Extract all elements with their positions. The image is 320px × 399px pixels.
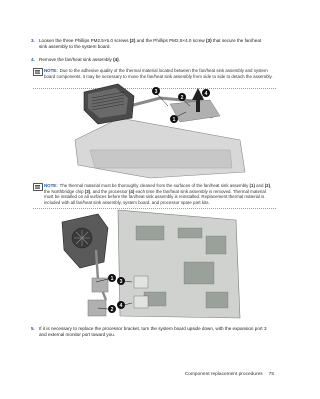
page-number: 75 <box>268 372 274 377</box>
note-label: NOTE: <box>44 183 58 188</box>
svg-text:3: 3 <box>119 278 123 285</box>
svg-text:1: 1 <box>110 275 114 282</box>
callout-ref: (4) <box>113 57 119 62</box>
svg-text:2: 2 <box>110 306 114 313</box>
step-number: 3. <box>31 38 35 43</box>
step-text: . <box>118 57 120 62</box>
step-text: If it is necessary to replace the processor bracket, turn the system board upside down, with the expansion port 3 and external monitor port toward you. <box>39 326 267 337</box>
note-label: NOTE: <box>44 68 58 73</box>
callout-ref: (2) <box>264 183 271 188</box>
svg-text:4: 4 <box>119 302 123 309</box>
footer-section-title: Component replacement procedures <box>184 372 263 377</box>
svg-text:3: 3 <box>154 88 158 95</box>
note-text: each time the fan/heat sink assembly is removed. Thermal material must be installed on all surfaces before the fan/heat sink assembly is reinstalled. Replacement thermal material is included with all fan/heat sink assembly, system board, and processor spare part kits. <box>44 188 266 205</box>
processor-chip <box>134 296 148 308</box>
step-text: Loosen the three Phillips PM2.5×5.0 screws <box>39 38 130 43</box>
callout-ref: (3) <box>84 188 91 194</box>
step-number: 4. <box>31 57 35 62</box>
note-text: , and the processor <box>90 188 129 194</box>
note-text: Due to the adhesive quality of the thermal material located between the fan/heat sink assembly and system board components, it may be necessary to move the fan/heat sink assembly from side to side to detach the assembly. <box>44 68 273 79</box>
callout-ref: (3) <box>206 38 212 43</box>
callout-ref: (2) <box>129 38 136 43</box>
step-text: and the Phillips PM2.5×4.0 screw <box>135 38 207 43</box>
note-text: , the Northbridge chip <box>44 183 272 194</box>
svg-text:4: 4 <box>204 90 208 97</box>
step-number: 5. <box>31 326 35 331</box>
step-text: that secure the fan/heat sink assembly to the system board. <box>39 38 262 49</box>
svg-text:2: 2 <box>180 94 184 101</box>
page-footer <box>185 372 274 377</box>
northbridge-chip <box>134 276 148 288</box>
note-text: The thermal material must be thoroughly cleaned from the surfaces of the fan/heat sink assembly <box>59 183 250 188</box>
step-5 <box>31 326 269 338</box>
note-text: and <box>254 183 265 188</box>
svg-text:1: 1 <box>172 116 176 123</box>
step-text: Remove the fan/heat sink assembly <box>39 57 114 62</box>
callout-ref: (1) <box>249 183 255 188</box>
callout-ref: (4) <box>128 188 135 194</box>
